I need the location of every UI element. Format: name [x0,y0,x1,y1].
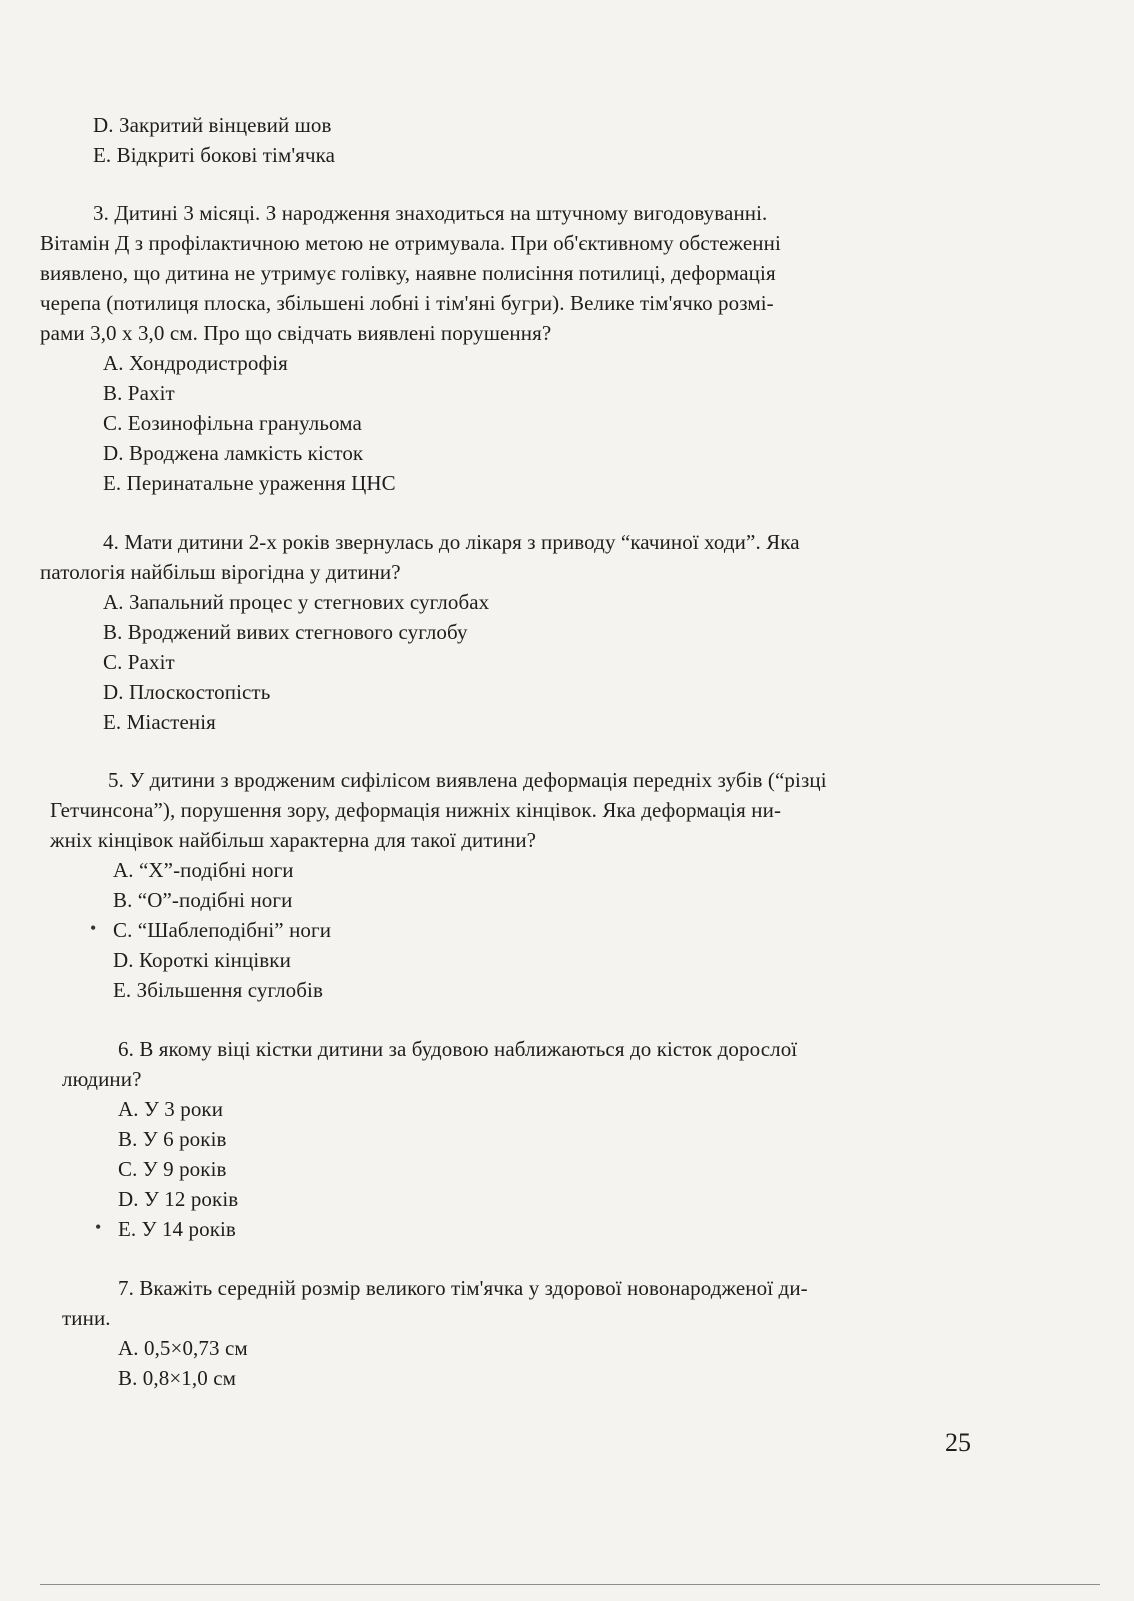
question-3-line-1 [93,198,767,228]
option-5e: E. Збільшення суглобів [113,978,324,1002]
option-3b: B. Рахіт [103,381,175,405]
option-5c: C. “Шаблеподібні” ноги [113,918,332,942]
question-7-line-1 [118,1273,808,1303]
question-4-number: 4. [103,530,119,554]
option-4a: A. Запальний процес у стегнових суглобах [103,590,490,614]
option-4e: E. Міастенія [103,710,216,734]
question-5-text: У дитини з вродженим сифілісом виявлена деформація передніх зубів (“різці [129,768,827,792]
question-6-number: 6. [118,1037,134,1061]
option-6c: C. У 9 років [118,1157,227,1181]
question-7-number: 7. [118,1276,134,1300]
question-5-number: 5. [108,768,124,792]
option-6b: B. У 6 років [118,1127,227,1151]
option-3a: A. Хондродистрофія [103,351,288,375]
question-5-line-1 [108,765,827,795]
question-3-line-5: рами 3,0 x 3,0 см. Про що свідчать виявлені порушення? [40,321,552,345]
option-4c: C. Рахіт [103,650,175,674]
question-6-line-1 [118,1034,797,1064]
bottom-rule [40,1584,1100,1585]
option-7a: A. 0,5×0,73 см [118,1336,248,1360]
option-3c: C. Еозинофільна гранульома [103,411,362,435]
option-3e: E. Перинатальне ураження ЦНС [103,471,396,495]
question-6-text: В якому віці кістки дитини за будовою наближаються до кісток дорослої [139,1037,798,1061]
option-2d: D. Закритий вінцевий шов [93,113,332,137]
option-3d: D. Вроджена ламкість кісток [103,441,364,465]
question-3-line-3: виявлено, що дитина не утримує голівку, наявне полисіння потилиці, деформація [40,261,776,285]
question-4-line-2: патологія найбільш вірогідна у дитини? [40,560,401,584]
option-5d: D. Короткі кінцівки [113,948,291,972]
answer-mark-5: • [90,918,97,938]
answer-mark-6: • [95,1217,102,1237]
option-6e: E. У 14 років [118,1217,236,1241]
question-5-line-2: Гетчинсона”), порушення зору, деформація нижніх кінцівок. Яка деформація ни- [50,798,782,822]
option-6a: A. У 3 роки [118,1097,224,1121]
question-7-text: Вкажіть середній розмір великого тім'ячка у здорової новонародженої ди- [139,1276,808,1300]
option-5b: B. “O”-подібні ноги [113,888,293,912]
page-number: 25 [945,1428,971,1457]
question-3-line-2: Вітамін Д з профілактичною метою не отримувала. При об'єктивному обстеженні [40,231,781,255]
option-7b: B. 0,8×1,0 см [118,1366,237,1390]
option-6d: D. У 12 років [118,1187,239,1211]
question-4-text: Мати дитини 2-х років звернулась до лікаря з приводу “качиної ходи”. Яка [124,530,800,554]
question-4-line-1 [103,527,800,557]
question-3-number: 3. [93,201,109,225]
question-3-line-4: черепа (потилиця плоска, збільшені лобні і тім'яні бугри). Велике тім'ячко розмі- [40,291,774,315]
option-2e: E. Відкриті бокові тім'ячка [93,143,336,167]
option-5a: A. “X”-подібні ноги [113,858,294,882]
question-3-text: Дитині 3 місяці. З народження знаходиться на штучному вигодовуванні. [114,201,768,225]
option-4d: D. Плоскостопість [103,680,271,704]
question-7-line-2: тини. [62,1306,111,1330]
question-5-line-3: жніх кінцівок найбільш характерна для такої дитини? [50,828,537,852]
option-4b: B. Вроджений вивих стегнового суглобу [103,620,468,644]
question-6-line-2: людини? [62,1067,142,1091]
